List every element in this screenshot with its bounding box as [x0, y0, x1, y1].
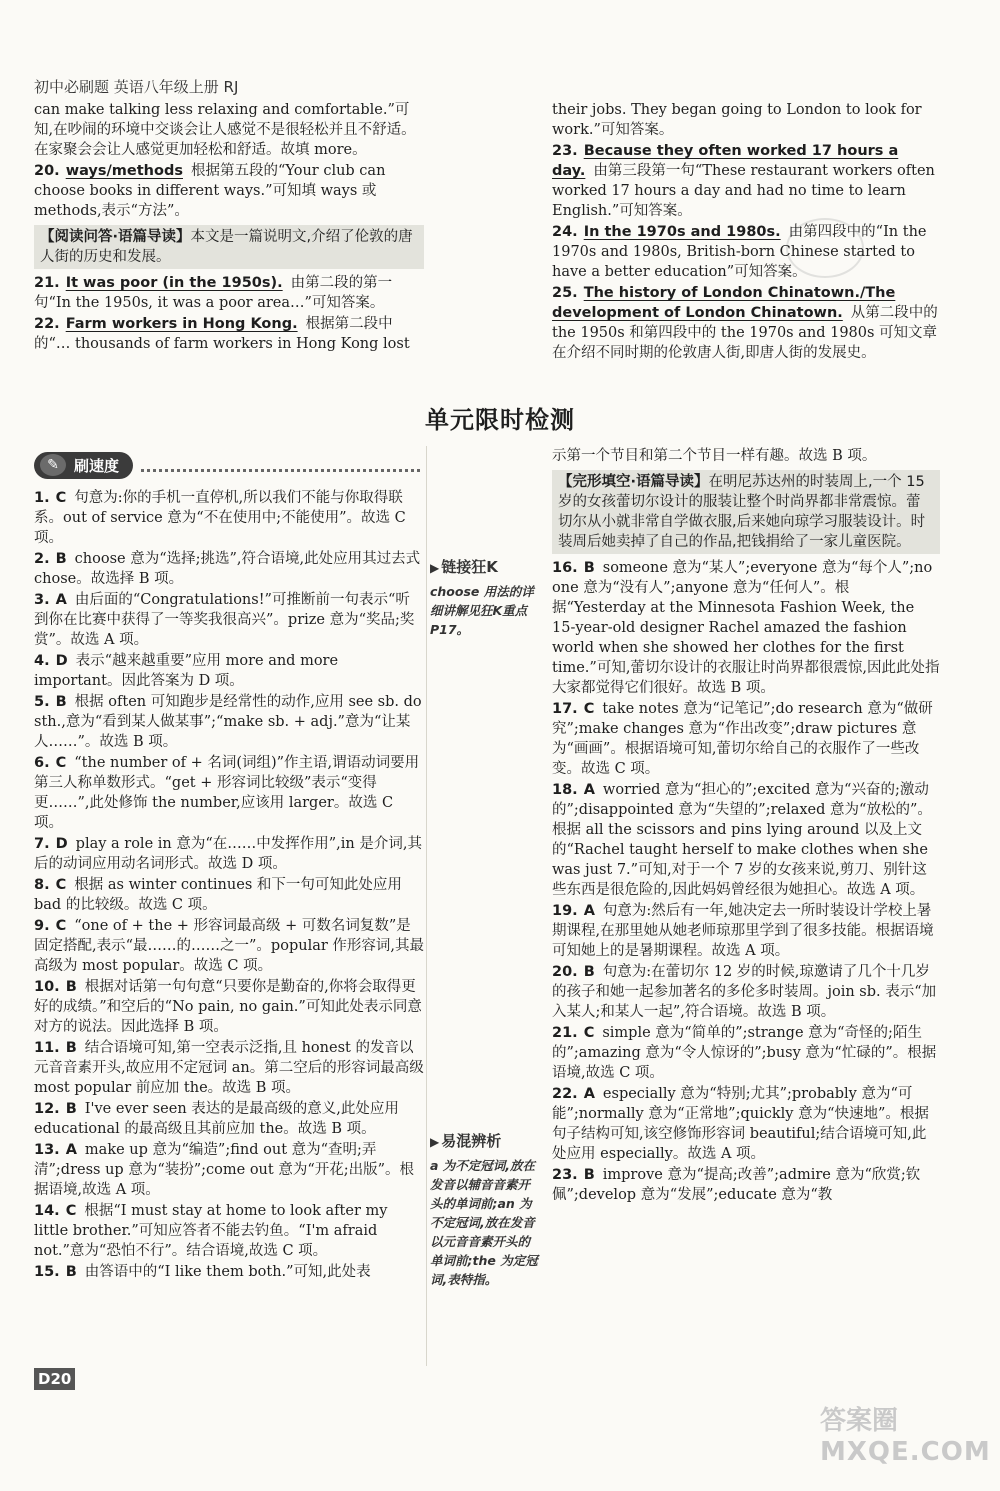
column-divider [426, 446, 427, 1366]
item-answer: B [65, 1040, 77, 1056]
item-number: 22. [552, 1086, 578, 1102]
item-explanation: their jobs. They began going to London to look for work.”可知答案。 [552, 102, 922, 138]
item-explanation: someone 意为“某人”;everyone 意为“每个人”;no one 意为“没有人”;anyone 意为“任何人”。根据“Yesterday at the Minnesota Fashion Week, the 15-year-old designer Rachel amazed the fashion world when she showed her clothes for the first time.”可知,蕾切尔设计的衣服让时尚界都很震惊,因此此处指大家都觉得它们很好。故选 B 项。 [552, 560, 940, 696]
item-number: 23. [552, 1167, 578, 1183]
item-answer: A [583, 1086, 595, 1102]
answer-item [34, 1262, 424, 1282]
item-answer: C [55, 490, 67, 506]
item-answer: ways/methods [65, 163, 183, 179]
answer-item [34, 834, 424, 874]
item-number: 14. [34, 1203, 60, 1219]
passage-guide [552, 470, 940, 554]
pencil-icon: ✎ [40, 454, 66, 476]
guide-text: 在明尼苏达州的时装周上,一个 15 岁的女孩蕾切尔设计的服装让整个时尚界都非常震惊。蕾切尔从小就非常自学做衣服,后来她向琼学习服装设计。时装周后她卖掉了自己的作品,把钱捐给了一家儿童医院。 [558, 474, 926, 550]
item-answer: C [55, 918, 67, 934]
item-number: 12. [34, 1101, 60, 1117]
item-explanation: “the number of + 名词(词组)”作主语,谓语动词要用第三人称单数形式。“get + 形容词比较级”表示“变得更……”,此处修饰 the number,应该用 larger。故选 C 项。 [34, 755, 420, 831]
mix-tag: ▶ 易混辨析 [430, 1132, 502, 1150]
item-answer: A [583, 782, 595, 798]
answer-item [34, 651, 424, 691]
answer-item [552, 699, 940, 779]
link-tag: ▶ 链接狂K [430, 558, 498, 576]
item-number: 7. [34, 836, 50, 852]
item-number: 9. [34, 918, 50, 934]
item-explanation: play a role in 意为“在……中发挥作用”,in 是介词,其后的动词应用动名词形式。故选 D 项。 [34, 836, 422, 872]
item-explanation: 示第一个节目和第二个节目一样有趣。故选 B 项。 [552, 448, 877, 464]
item-explanation: 由第二段的第一句“In the 1950s, it was a poor area…”可知答案。 [34, 275, 393, 311]
item-number: 17. [552, 701, 578, 717]
item-number: 11. [34, 1040, 60, 1056]
item-explanation: 根据“I must stay at home to look after my little brother.”可知应答者不能去钓鱼。“I'm afraid not.”意为“恐怕不行”。结合语境,故选 C 项。 [34, 1203, 388, 1259]
speed-label: 刷速度 [74, 456, 120, 475]
guide-label: 【阅读问答·语篇导读】 [40, 229, 191, 245]
answer-item [34, 549, 424, 589]
passage-guide [34, 225, 424, 269]
item-explanation: 句意为:你的手机一直停机,所以我们不能与你取得联系。out of service 意为“不在使用中;不能使用”。故选 C 项。 [34, 490, 406, 546]
item-explanation: 根据第二段中的“… thousands of farm workers in Hong Kong lost [34, 316, 410, 352]
item-number: 8. [34, 877, 50, 893]
right-answer-column [552, 446, 940, 1206]
answer-item [552, 901, 940, 961]
item-answer: D [55, 653, 68, 669]
answer-item [34, 100, 424, 160]
item-explanation: 根据 as winter continues 和下一句可知此处应用 bad 的比较级。故选 C 项。 [34, 877, 402, 913]
watermark-brand: 答案圈 [820, 1406, 899, 1436]
item-number: 23. [552, 143, 578, 159]
answer-item [34, 590, 424, 650]
answer-item [34, 977, 424, 1037]
top-left-column [34, 100, 424, 355]
item-explanation: 结合语境可知,第一空表示泛指,且 honest 的发音以元音音素开头,故应用不定冠词 an。第二空后的形容词最高级 most popular 前应加 the。故选 B 项。 [34, 1040, 424, 1096]
item-answer: C [65, 1203, 77, 1219]
item-explanation: improve 意为“提高;改善”;admire 意为“欣赏;钦佩”;develop 意为“发展”;educate 意为“教 [552, 1167, 921, 1203]
watermark [820, 1400, 991, 1467]
item-number: 25. [552, 285, 578, 301]
item-explanation: can make talking less relaxing and comfortable.”可知,在吵闹的环境中交谈会让人感觉不是很轻松并且不舒适。在家聚会会让人感觉更加轻松和舒适。故填 more。 [34, 102, 416, 158]
answer-item [34, 273, 424, 313]
item-number: 15. [34, 1264, 60, 1280]
item-answer: B [583, 964, 595, 980]
item-number: 22. [34, 316, 60, 332]
answer-item [34, 314, 424, 354]
item-answer: The history of London Chinatown./The development of London Chinatown. [552, 285, 896, 321]
answer-item [34, 1201, 424, 1261]
item-number: 21. [34, 275, 60, 291]
item-explanation: 句意为:在蕾切尔 12 岁的时候,琼邀请了几个十几岁的孩子和她一起参加著名的多伦多时装周。join sb. 表示“加入某人;和某人一起”,符合语境。故选 B 项。 [552, 964, 937, 1020]
item-number: 2. [34, 551, 50, 567]
sidebar-link-note [430, 558, 540, 639]
item-number: 19. [552, 903, 578, 919]
item-explanation: 根据 often 可知跑步是经常性的动作,应用 see sb. do sth.,意为“看到某人做某事”;“make sb. + adj.”意为“让某人……”。故选 B 项。 [34, 694, 422, 750]
item-answer: C [55, 877, 67, 893]
item-number: 13. [34, 1142, 60, 1158]
answer-item [552, 100, 940, 140]
answer-item [34, 1140, 424, 1200]
item-explanation: 表示“越来越重要”应用 more and more important。因此答案为 D 项。 [34, 653, 339, 689]
item-number: 18. [552, 782, 578, 798]
item-answer: B [55, 694, 67, 710]
section-title: 单元限时检测 [425, 406, 575, 434]
item-answer: B [583, 1167, 595, 1183]
answer-item [34, 692, 424, 752]
item-explanation: I've ever seen 表达的是最高级的意义,此处应用 educational 的最高级且其前应加 the。故选 B 项。 [34, 1101, 399, 1137]
item-explanation: take notes 意为“记笔记”;do research 意为“做研究”;make changes 意为“作出改变”;draw pictures 意为“画画”。根据语境可知,蕾切尔给自己的衣服作了一些改变。故选 C 项。 [552, 701, 933, 777]
item-explanation: worried 意为“担心的”;excited 意为“兴奋的;激动的”;disappointed 意为“失望的”;relaxed 意为“放松的”。根据 all the scissors and pins lying around 以及上文的“Rachel taught herself to make clothes when she was just 7.”可知,对于一个 7 岁的女孩来说,剪刀、别针这些东西是很危险的,因此妈妈曾经很为她担心。故选 A 项。 [552, 782, 932, 898]
item-number: 24. [552, 224, 578, 240]
item-answer: A [583, 903, 595, 919]
item-answer: Farm workers in Hong Kong. [65, 316, 298, 332]
answer-item [34, 488, 424, 548]
item-answer: C [583, 1025, 595, 1041]
speed-badge [34, 450, 420, 480]
answer-item [552, 1023, 940, 1083]
item-answer: A [55, 592, 67, 608]
item-explanation: 根据对话第一句句意“只要你是勤奋的,你将会取得更好的成绩。”和空后的“No pain, no gain.”可知此处表示同意对方的说法。因此选择 B 项。 [34, 979, 422, 1035]
left-answer-column [34, 488, 424, 1283]
item-number: 5. [34, 694, 50, 710]
mix-note-text: a 为不定冠词,放在发音以辅音音素开头的单词前;an 为不定冠词,放在发音以元音音素开头的单词前;the 为定冠词,表特指。 [430, 1158, 538, 1287]
item-number: 20. [552, 964, 578, 980]
item-number: 4. [34, 653, 50, 669]
arrow-icon: ▶ [430, 1135, 440, 1149]
dotted-divider [141, 459, 420, 472]
sidebar-mix-note [430, 1132, 540, 1289]
item-answer: B [65, 1101, 77, 1117]
item-explanation: especially 意为“特别;尤其”;probably 意为“可能”;normally 意为“正常地”;quickly 意为“快速地”。根据句子结构可知,该空修饰形容词 beautiful;结合语境可知,此处应用 especially。故选 A 项。 [552, 1086, 929, 1162]
item-answer: B [65, 979, 77, 995]
item-number: 21. [552, 1025, 578, 1041]
item-number: 10. [34, 979, 60, 995]
guide-text: 本文是一篇说明文,介绍了伦敦的唐人街的历史和发展。 [40, 229, 413, 265]
answer-item [552, 283, 940, 363]
answer-item [552, 446, 940, 466]
answer-item [552, 141, 940, 221]
item-number: 3. [34, 592, 50, 608]
guide-label: 【完形填空·语篇导读】 [558, 474, 709, 490]
item-answer: C [583, 701, 595, 717]
answer-item [34, 753, 424, 833]
item-explanation: 由后面的“Congratulations!”可推断前一句表示“听到你在比赛中获得了一等奖我很高兴”。prize 意为“奖品;奖赏”。故选 A 项。 [34, 592, 415, 648]
item-explanation: 由第三段第一句“These restaurant workers often worked 17 hours a day and had no time to learn English.”可知答案。 [552, 163, 935, 219]
item-explanation: 由第四段中的“In the 1970s and 1980s, British-born Chinese started to have a better education”可知答案。 [552, 224, 927, 280]
answer-item [552, 1084, 940, 1164]
answer-item [34, 916, 424, 976]
page-number: D20 [34, 1368, 75, 1390]
answer-item [552, 1165, 940, 1205]
item-explanation: “one of + the + 形容词最高级 + 可数名词复数”是固定搭配,表示“最……的……之一”。popular 作形容词,其最高级为 most popular。故选 C 项。 [34, 918, 424, 974]
watermark-url: MXQE.COM [820, 1437, 991, 1467]
item-number: 6. [34, 755, 50, 771]
answer-item [552, 962, 940, 1022]
answer-item [34, 1038, 424, 1098]
item-answer: D [55, 836, 68, 852]
item-explanation: 句意为:然后有一年,她决定去一所时装设计学校上暑期课程,在那里她从她老师琼那里学到了很多技能。根据语境可知她上的是暑期课程。故选 A 项。 [552, 903, 934, 959]
speed-pill [34, 452, 133, 479]
item-answer: It was poor (in the 1950s). [65, 275, 283, 291]
answer-item [552, 222, 940, 282]
answer-item [552, 558, 940, 698]
top-right-column [552, 100, 940, 364]
item-explanation: choose 意为“选择;挑选”,符合语境,此处应用其过去式 chose。故选择 B 项。 [34, 551, 421, 587]
item-number: 20. [34, 163, 60, 179]
item-number: 16. [552, 560, 578, 576]
answer-item [34, 875, 424, 915]
item-number: 1. [34, 490, 50, 506]
item-answer: B [583, 560, 595, 576]
item-answer: C [55, 755, 67, 771]
answer-item [552, 780, 940, 900]
page-header: 初中必刷题 英语八年级上册 RJ [34, 78, 239, 96]
item-explanation: 由答语中的“I like them both.”可知,此处表 [84, 1264, 371, 1280]
item-explanation: make up 意为“编造”;find out 意为“查明;弄清”;dress up 意为“装扮”;come out 意为“开花;出版”。根据语境,故选 A 项。 [34, 1142, 415, 1198]
link-note-text: choose 用法的详细讲解见狂K重点P17。 [430, 584, 534, 637]
item-explanation: simple 意为“简单的”;strange 意为“奇怪的;陌生的”;amazing 意为“令人惊讶的”;busy 意为“忙碌的”。根据语境,故选 C 项。 [552, 1025, 937, 1081]
item-explanation: 根据第五段的“Your club can choose books in different ways.”可知填 ways 或 methods,表示“方法”。 [34, 163, 386, 219]
item-explanation: 从第二段中的 the 1950s 和第四段中的 the 1970s and 1980s 可知文章在介绍不同时期的伦敦唐人街,即唐人街的发展史。 [552, 305, 938, 361]
answer-item [34, 1099, 424, 1139]
item-answer: A [65, 1142, 77, 1158]
item-answer: B [55, 551, 67, 567]
item-answer: In the 1970s and 1980s. [583, 224, 781, 240]
item-answer: B [65, 1264, 77, 1280]
arrow-icon: ▶ [430, 561, 440, 575]
item-answer: Because they often worked 17 hours a day. [552, 143, 899, 179]
answer-item [34, 161, 424, 221]
